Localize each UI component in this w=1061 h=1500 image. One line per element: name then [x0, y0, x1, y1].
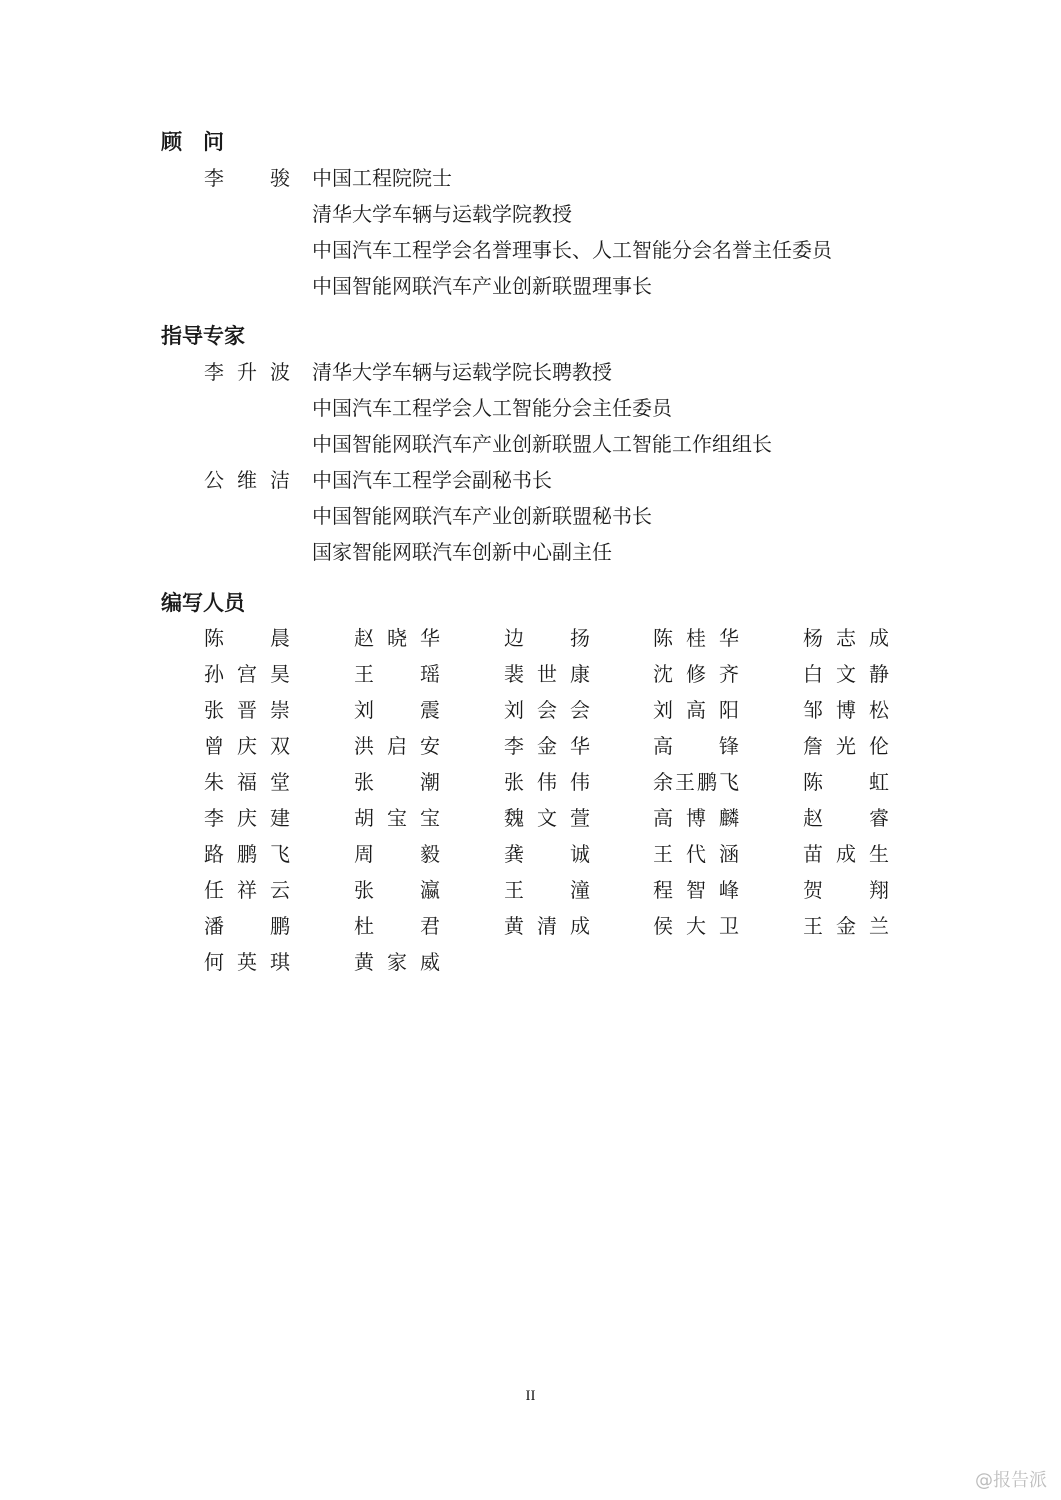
author-name: 王代涵 [653, 842, 739, 866]
author-name: 路鹏飞 [204, 842, 290, 866]
author-name: 张晋崇 [204, 698, 290, 722]
author-name: 任祥云 [204, 878, 290, 902]
author-name: 潘鹏 [204, 914, 290, 938]
author-name: 余王鹏飞 [653, 770, 739, 794]
author-name: 陈桂华 [653, 626, 739, 650]
author-name: 赵晓华 [354, 626, 440, 650]
author-name: 裴世康 [504, 662, 590, 686]
author-name: 胡宝宝 [354, 806, 440, 830]
author-name: 侯大卫 [653, 914, 739, 938]
advisor-heading: 顾 问 [161, 130, 224, 154]
experts-heading: 指导专家 [161, 324, 245, 348]
author-name: 张潮 [354, 770, 440, 794]
person-role: 中国智能网联汽车产业创新联盟秘书长 [312, 504, 652, 528]
author-name: 刘震 [354, 698, 440, 722]
person-name: 李升波 [204, 360, 290, 384]
author-name: 邹博松 [803, 698, 889, 722]
watermark: @报告派 [975, 1470, 1047, 1491]
person-role: 中国智能网联汽车产业创新联盟人工智能工作组组长 [312, 432, 772, 456]
author-name: 曾庆双 [204, 734, 290, 758]
author-name: 黄家威 [354, 950, 440, 974]
authors-heading: 编写人员 [161, 591, 245, 615]
author-name: 杜君 [354, 914, 440, 938]
author-name: 孙宫昊 [204, 662, 290, 686]
author-name: 刘会会 [504, 698, 590, 722]
page-number: II [525, 1388, 536, 1404]
author-name: 周毅 [354, 842, 440, 866]
author-name: 王瑶 [354, 662, 440, 686]
author-name: 苗成生 [803, 842, 889, 866]
author-name: 何英琪 [204, 950, 290, 974]
author-name: 黄清成 [504, 914, 590, 938]
person-role: 中国智能网联汽车产业创新联盟理事长 [312, 274, 652, 298]
person-role: 清华大学车辆与运载学院长聘教授 [312, 360, 612, 384]
person-name: 李骏 [204, 166, 290, 190]
author-name: 程智峰 [653, 878, 739, 902]
author-name: 李庆建 [204, 806, 290, 830]
author-name: 张伟伟 [504, 770, 590, 794]
author-name: 高锋 [653, 734, 739, 758]
author-name: 沈修齐 [653, 662, 739, 686]
author-name: 高博麟 [653, 806, 739, 830]
author-name: 王金兰 [803, 914, 889, 938]
person-role: 国家智能网联汽车创新中心副主任 [312, 540, 612, 564]
person-role: 中国汽车工程学会人工智能分会主任委员 [312, 396, 672, 420]
author-name: 王潼 [504, 878, 590, 902]
person-role: 中国汽车工程学会副秘书长 [312, 468, 552, 492]
author-name: 朱福堂 [204, 770, 290, 794]
author-name: 贺翔 [803, 878, 889, 902]
author-name: 洪启安 [354, 734, 440, 758]
person-role: 中国汽车工程学会名誉理事长、人工智能分会名誉主任委员 [312, 238, 832, 262]
author-name: 张瀛 [354, 878, 440, 902]
person-role: 清华大学车辆与运载学院教授 [312, 202, 572, 226]
author-name: 陈晨 [204, 626, 290, 650]
author-name: 赵睿 [803, 806, 889, 830]
person-role: 中国工程院院士 [312, 166, 452, 190]
author-name: 白文静 [803, 662, 889, 686]
author-name: 李金华 [504, 734, 590, 758]
author-name: 詹光伦 [803, 734, 889, 758]
author-name: 杨志成 [803, 626, 889, 650]
author-name: 龚诚 [504, 842, 590, 866]
author-name: 刘高阳 [653, 698, 739, 722]
person-name: 公维洁 [204, 468, 290, 492]
author-name: 陈虹 [803, 770, 889, 794]
author-name: 魏文萱 [504, 806, 590, 830]
author-name: 边扬 [504, 626, 590, 650]
